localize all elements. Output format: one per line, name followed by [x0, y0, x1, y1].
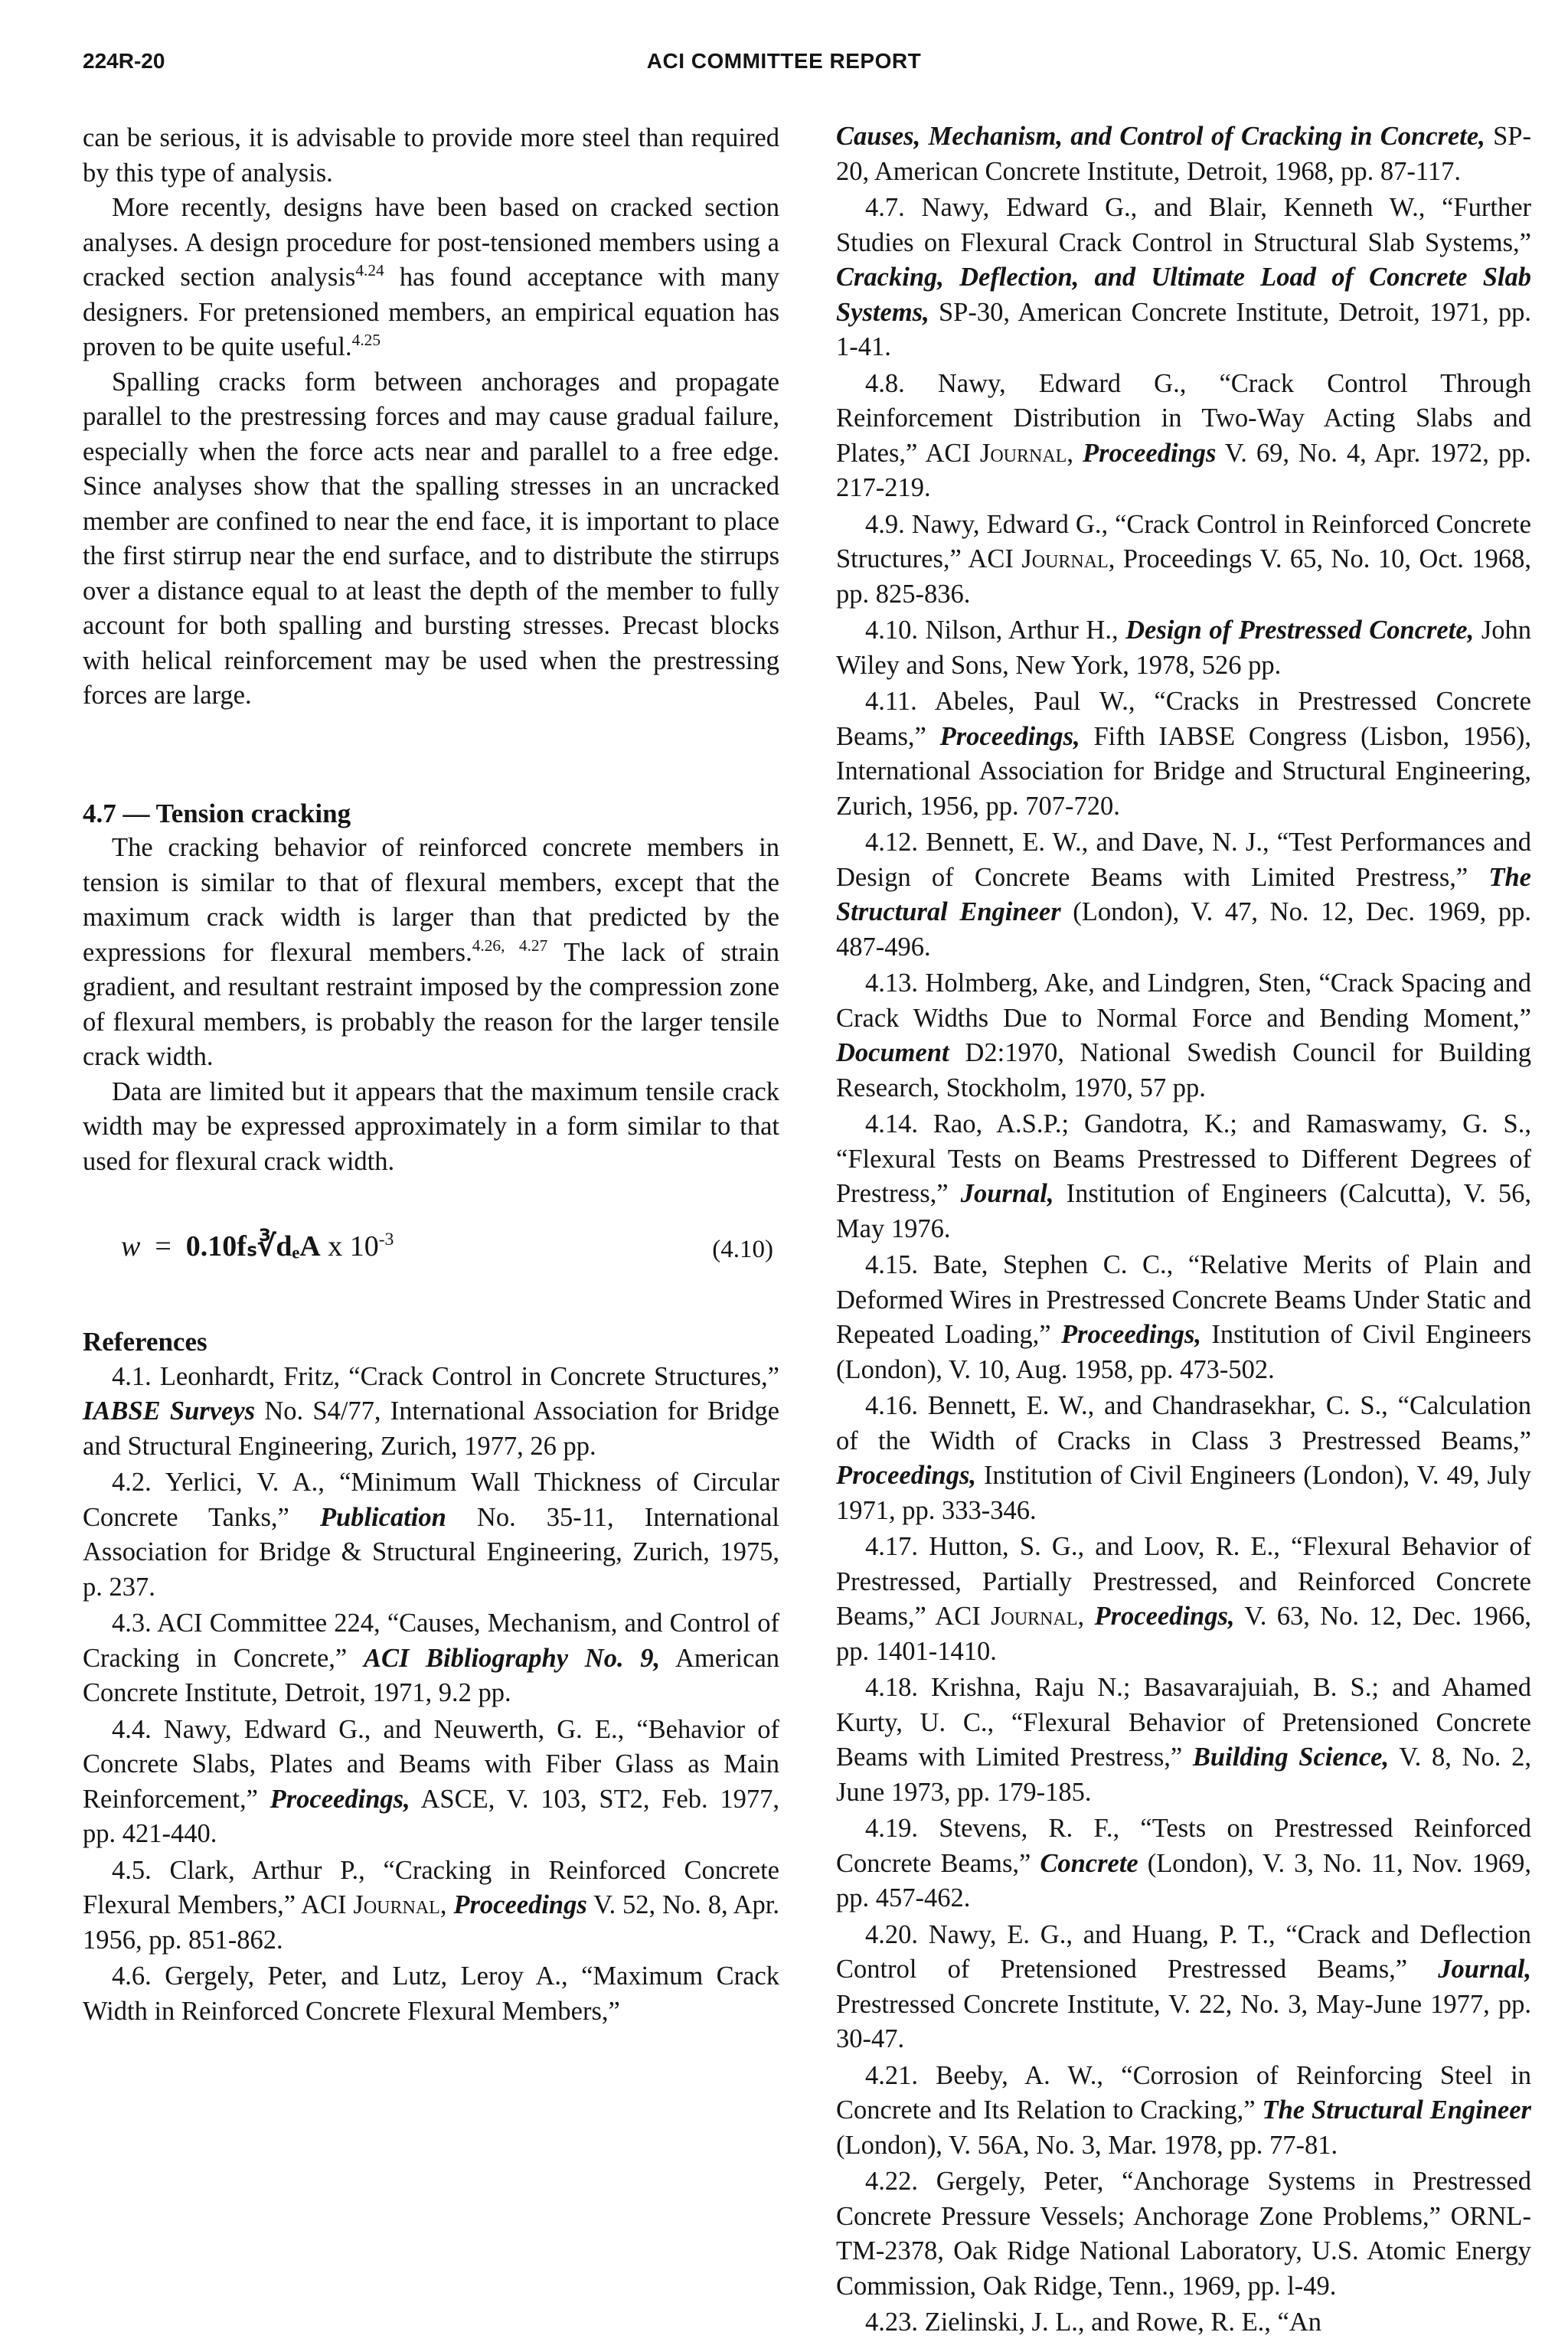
paragraph	[83, 191, 779, 365]
reference-entry: 4.8. Nawy, Edward G., “Crack Control Through Reinforcement Distribution in Two-Way Acting Slabs and Plates,” ACI Journal, Proceedings V. 69, No. 4, Apr. 1972, pp. 217-219.	[836, 368, 1532, 502]
running-title: ACI COMMITTEE REPORT	[646, 49, 922, 73]
reference-entry: 4.3. ACI Committee 224, “Causes, Mechanism, and Control of Cracking in Concrete,” ACI Bibliography No. 9, American Concrete Institute, Detroit, 1971, 9.2 pp.	[83, 1609, 780, 1707]
paragraph: Spalling cracks form between anchorages and propagate parallel to the prestressing forces and may cause gradual failure, especially when the force acts near and parallel to a free edge. Since analyses show that the spalling stresses in an uncracked member are confined to near the end face, it is important to place the first stirrup near the end surface, and to distribute the stirrups over a distance equal to at least the depth of the member to fully account for both spalling and bursting stresses. Precast blocks with helical reinforcement may be used when the prestressing forces are large.	[83, 367, 779, 710]
page-number: 224R-20	[83, 49, 165, 73]
reference-entry: 4.23. Zielinski, J. L., and Rowe, R. E., “An	[865, 2308, 1322, 2337]
reference-entry: 4.10. Nilson, Arthur H., Design of Prestressed Concrete, John Wiley and Sons, New York, 1978, 526 pp.	[836, 616, 1531, 680]
right-column	[836, 119, 1531, 2342]
reference-entry: 4.18. Krishna, Raju N.; Basavarajuiah, B. S.; and Ahamed Kurty, U. C., “Flexural Behavior of Pretensioned Concrete Beams with Limited Prestress,” Building Science, V. 8, No. 2, June 1973, pp. 179-185.	[836, 1673, 1531, 1807]
reference-entry: 4.9. Nawy, Edward G., “Crack Control in Reinforced Concrete Structures,” ACI Journal, Proceedings V. 65, No. 10, Oct. 1968, pp. 825-836.	[836, 509, 1531, 609]
reference-entry: 4.22. Gergely, Peter, “Anchorage Systems in Prestressed Concrete Pressure Vessels; Anchorage Zone Problems,” ORNL-TM-2378, Oak Ridge National Laboratory, U.S. Atomic Energy Commission, Oak Ridge, Tenn., 1969, pp. l-49.	[836, 2167, 1531, 2301]
reference-entry: 4.19. Stevens, R. F., “Tests on Prestressed Reinforced Concrete Beams,” Concrete (London), V. 3, No. 11, Nov. 1969, pp. 457-462.	[836, 1814, 1531, 1912]
citation-superscript: 4.24	[355, 261, 384, 280]
references-heading: References	[83, 1327, 207, 1357]
reference-entry: 4.7. Nawy, Edward G., and Blair, Kenneth W., “Further Studies on Flexural Crack Control in Structural Slab Systems,” Cracking, Deflection, and Ultimate Load of Concrete Slab Systems, SP-30, American Concrete Institute, Detroit, 1971, pp. 1-41.	[836, 193, 1531, 361]
reference-entry: 4.4. Nawy, Edward G., and Neuwerth, G. E., “Behavior of Concrete Slabs, Plates and Beams with Fiber Glass as Main Reinforcement,” Proceedings, ASCE, V. 103, ST2, Feb. 1977, pp. 421-440.	[83, 1714, 779, 1848]
reference-list	[83, 1360, 779, 2030]
reference-entry: 4.12. Bennett, E. W., and Dave, N. J., “Test Performances and Design of Concrete Beams with Limited Prestress,” The Structural Engineer (London), V. 47, No. 12, Dec. 1969, pp. 487-496.	[836, 828, 1531, 962]
reference-entry: 4.17. Hutton, S. G., and Loov, R. E., “Flexural Behavior of Prestressed, Partially Prestressed, and Reinforced Concrete Beams,” ACI Journal, Proceedings, V. 63, No. 12, Dec. 1966, pp. 1401-1410.	[836, 1532, 1531, 1666]
reference-entry: 4.11. Abeles, Paul W., “Cracks in Prestressed Concrete Beams,” Proceedings, Fifth IABSE Congress (Lisbon, 1956), International Association for Bridge and Structural Engineering, Zurich, 1956, pp. 707-720.	[836, 687, 1531, 821]
paragraph: Data are limited but it appears that the maximum tensile crack width may be expressed approximately in a form similar to that used for flexural crack width.	[83, 1076, 779, 1176]
reference-entry: 4.1. Leonhardt, Fritz, “Crack Control in Concrete Structures,” IABSE Surveys No. S4/77, International Association for Bridge and Structural Engineering, Zurich, 1977, 26 pp.	[83, 1361, 779, 1461]
citation-superscript: 4.26, 4.27	[472, 936, 548, 955]
paragraph	[83, 831, 779, 1075]
reference-entry: 4.5. Clark, Arthur P., “Cracking in Reinforced Concrete Flexural Members,” ACI Journal, Proceedings V. 52, No. 8, Apr. 1956, pp. 851-862.	[83, 1855, 779, 1955]
reference-entry: 4.13. Holmberg, Ake, and Lindgren, Sten, “Crack Spacing and Crack Widths Due to Normal Force and Bending Moment,” Document D2:1970, National Swedish Council for Building Research, Stockholm, 1970, 57 pp.	[836, 968, 1531, 1102]
paragraph-text: The cracking behavior of reinforced concrete members in tension is similar to that of flexural members, except that the maximum crack width is larger than that predicted by the expressions for flexural members.	[83, 833, 779, 967]
section-heading: 4.7 — Tension cracking	[83, 798, 351, 828]
paragraph-text: The lack of strain gradient, and resultant restraint imposed by the compression zone of flexural members, is probably the reason for the larger tensile crack width.	[83, 937, 779, 1071]
paragraph-text: has found acceptance with many designers. For pretensioned members, an empirical equation has proven to be quite useful.	[83, 263, 779, 361]
citation-superscript: 4.25	[351, 331, 381, 350]
paragraph-text: More recently, designs have been based on cracked section analyses. A design procedure for post-tensioned members using a cracked section analysis	[83, 193, 779, 292]
reference-entry: 4.20. Nawy, E. G., and Huang, P. T., “Crack and Deflection Control of Pretensioned Prestressed Beams,” Journal, Prestressed Concrete Institute, V. 22, No. 3, May-June 1977, pp. 30-47.	[836, 1919, 1531, 2053]
reference-entry: 4.16. Bennett, E. W., and Chandrasekhar, C. S., “Calculation of the Width of Cracks in Class 3 Prestressed Beams,” Proceedings, Institution of Civil Engineers (London), V. 49, July 1971, pp. 333-346.	[836, 1391, 1531, 1525]
equation-number: (4.10)	[712, 1236, 773, 1263]
reference-entry: 4.21. Beeby, A. W., “Corrosion of Reinforcing Steel in Concrete and Its Relation to Cracking,” The Structural Engineer (London), V. 56A, No. 3, Mar. 1978, pp. 77-81.	[836, 2060, 1531, 2160]
reference-entry-continued: Causes, Mechanism, and Control of Cracking in Concrete, SP-20, American Concrete Institute, Detroit, 1968, pp. 87-117.	[836, 122, 1531, 186]
reference-list	[836, 191, 1531, 2340]
reference-entry: 4.2. Yerlici, V. A., “Minimum Wall Thickness of Circular Concrete Tanks,” Publication No. 35-11, International Association for Bridge & Structural Engineering, Zurich, 1975, p. 237.	[83, 1468, 779, 1602]
equation	[83, 1225, 779, 1271]
reference-entry: 4.6. Gergely, Peter, and Lutz, Leroy A., “Maximum Crack Width in Reinforced Concrete Flexural Members,”	[83, 1961, 779, 2026]
reference-entry: 4.14. Rao, A.S.P.; Gandotra, K.; and Ramaswamy, G. S., “Flexural Tests on Beams Prestressed to Different Degrees of Prestress,” Journal, Institution of Engineers (Calcutta), V. 56, May 1976.	[836, 1109, 1531, 1243]
reference-entry: 4.15. Bate, Stephen C. C., “Relative Merits of Plain and Deformed Wires in Prestressed Concrete Beams Under Static and Repeated Loading,” Proceedings, Institution of Civil Engineers (London), V. 10, Aug. 1958, pp. 473-502.	[836, 1250, 1531, 1384]
paragraph: can be serious, it is advisable to provide more steel than required by this type of analysis.	[83, 123, 779, 188]
equation-expression: w = 0.10fₛ∛dₑA x $10^{-3}$	[121, 1229, 394, 1262]
left-column	[83, 121, 779, 2030]
